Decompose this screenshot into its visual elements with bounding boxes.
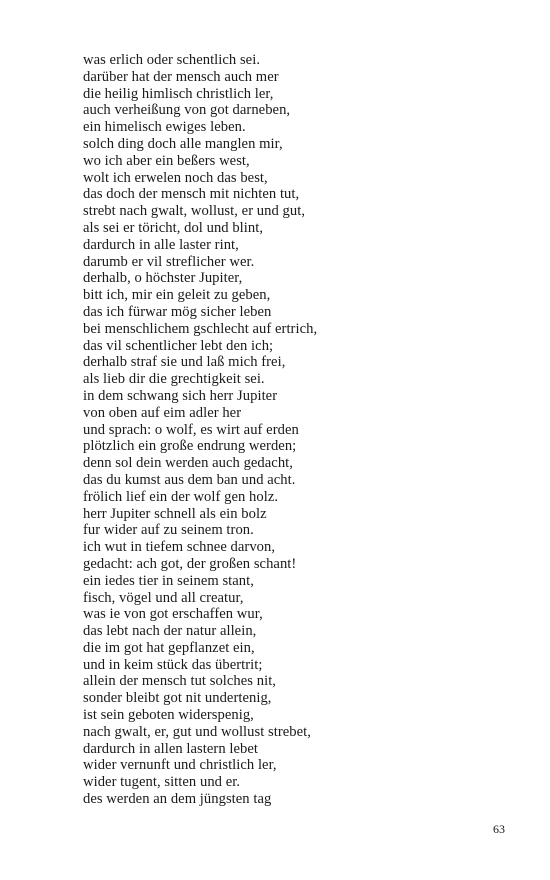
poem-line: frölich lief ein der wolf gen holz. <box>83 488 279 505</box>
poem-line: wo ich aber ein beßers west, <box>83 152 250 169</box>
poem-line: plötzlich ein große endrung werden; <box>83 438 297 455</box>
poem-line: als lieb dir die grechtigkeit sei. <box>83 371 265 388</box>
poem-line: wider tugent, sitten und er. <box>83 774 241 791</box>
poem-line: dardurch in allen lastern lebet <box>83 740 258 757</box>
poem-line: als sei er töricht, dol und blint, <box>83 219 264 236</box>
poem-line: des werden an dem jüngsten tag <box>83 791 272 808</box>
poem-line: herr Jupiter schnell als ein bolz <box>83 505 267 522</box>
poem-line: in dem schwang sich herr Jupiter <box>83 387 278 404</box>
poem-line: solch ding doch alle manglen mir, <box>83 135 283 152</box>
poem-line: ein iedes tier in seinem stant, <box>83 572 254 589</box>
poem-line: das doch der mensch mit nichten tut, <box>83 186 300 203</box>
poem-line: wider vernunft und christlich ler, <box>83 757 277 774</box>
poem-line: das ich fürwar mög sicher leben <box>83 303 272 320</box>
poem-line: darüber hat der mensch auch mer <box>83 68 279 85</box>
poem-line: bitt ich, mir ein geleit zu geben, <box>83 287 271 304</box>
poem-line: derhalb, o höchster Jupiter, <box>83 270 243 287</box>
poem-text <box>83 52 503 808</box>
poem-line: fisch, vögel und all creatur, <box>83 589 244 606</box>
poem-line: und sprach: o wolf, es wirt auf erden <box>83 421 299 438</box>
poem-line: allein der mensch tut solches nit, <box>83 673 276 690</box>
poem-line: sonder bleibt got nit undertenig, <box>83 690 272 707</box>
poem-line: das du kumst aus dem ban und acht. <box>83 471 296 488</box>
poem-line: dardurch in alle laster rint, <box>83 236 239 253</box>
poem-line: und in keim stück das übertrit; <box>83 656 263 673</box>
poem-line: nach gwalt, er, gut und wollust strebet, <box>83 723 311 740</box>
poem-line: was erlich oder schentlich sei. <box>83 52 261 68</box>
poem-line: das vil schentlicher lebt den ich; <box>83 337 274 354</box>
poem-line: von oben auf eim adler her <box>83 404 242 421</box>
poem-line: ein himelisch ewiges leben. <box>83 119 246 136</box>
poem-line: wolt ich erwelen noch das best, <box>83 169 268 186</box>
poem-line: bei menschlichem gschlecht auf ertrich, <box>83 320 318 337</box>
poem-line: was ie von got erschaffen wur, <box>83 606 263 623</box>
poem-line: denn sol dein werden auch gedacht, <box>83 455 293 472</box>
poem-line: derhalb straf sie und laß mich frei, <box>83 354 286 371</box>
poem-line: ist sein geboten widerspenig, <box>83 707 254 724</box>
poem-line: gedacht: ach got, der großen schant! <box>83 555 297 572</box>
page-number: 63 <box>493 822 505 836</box>
poem-line: darumb er vil streflicher wer. <box>83 253 255 270</box>
poem-line: strebt nach gwalt, wollust, er und gut, <box>83 203 306 220</box>
poem-line: ich wut in tiefem schnee darvon, <box>83 539 276 556</box>
poem-line: das lebt nach der natur allein, <box>83 623 257 640</box>
poem-line: fur wider auf zu seinem tron. <box>83 522 254 539</box>
poem-line: die heilig himlisch christlich ler, <box>83 85 274 102</box>
poem-line: die im got hat gepflanzet ein, <box>83 639 255 656</box>
poem-line: auch verheißung von got darneben, <box>83 102 291 119</box>
